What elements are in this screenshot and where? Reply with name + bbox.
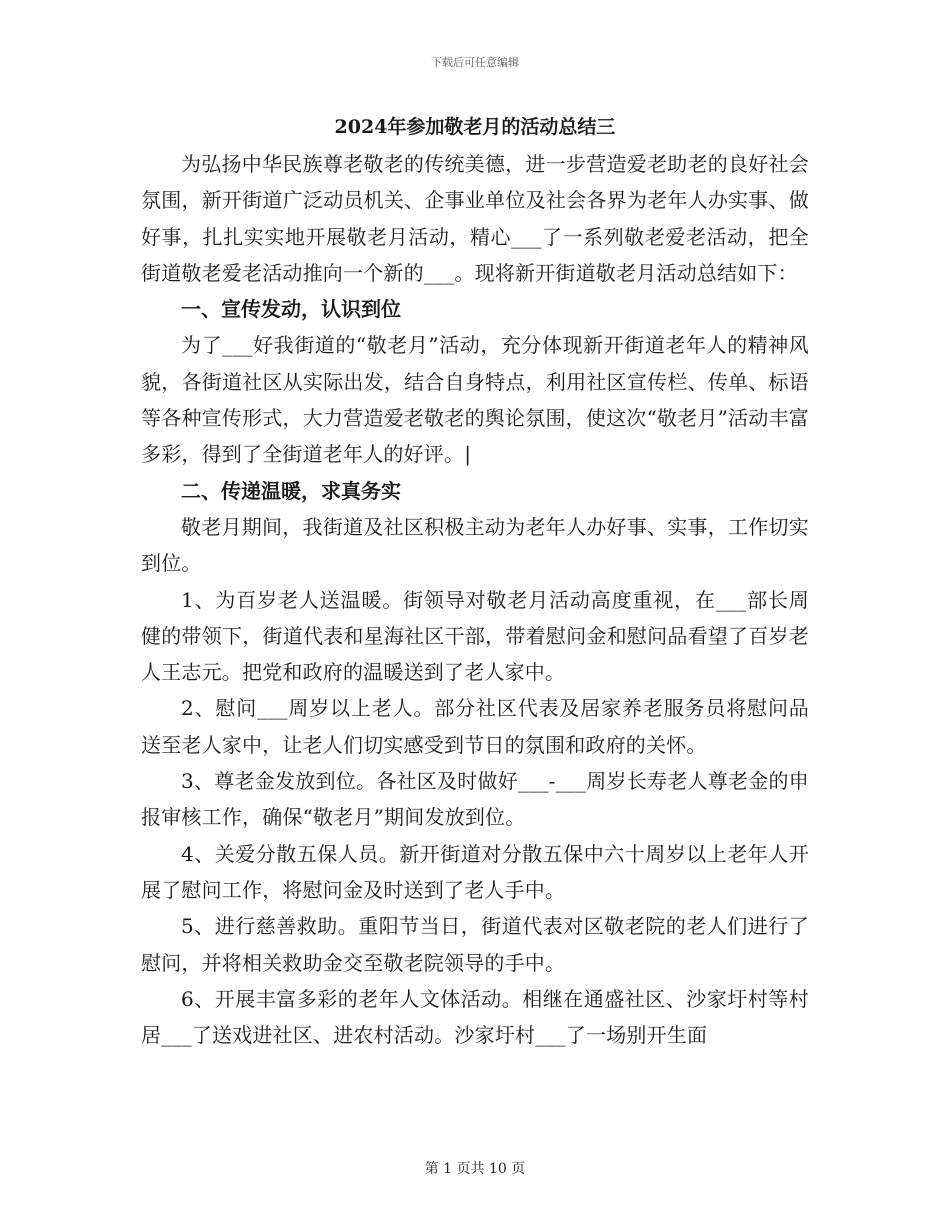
list-item-5: 5、进行慈善救助。重阳节当日，街道代表对区敬老院的老人们进行了慰问，并将相关救助金交至敬老院领导的手中。 bbox=[141, 914, 809, 975]
list-item-2: 2、慰问___周岁以上老人。部分社区代表及居家养老服务员将慰问品送至老人家中，让老人们切实感受到节日的氛围和政府的关怀。 bbox=[141, 696, 809, 757]
section-2-paragraph: 敬老月期间，我街道及社区积极主动为老年人办好事、实事，工作切实到位。 bbox=[141, 514, 809, 576]
section-heading-2: 二、传递温暖，求真务实 bbox=[181, 478, 401, 503]
list-item-6: 6、开展丰富多彩的老年人文体活动。相继在通盛社区、沙家圩村等村居___了送戏进社区、进农村活动。沙家圩村___了一场别开生面 bbox=[141, 986, 809, 1048]
intro-paragraph: 为弘扬中华民族尊老敬老的传统美德，进一步营造爱老助老的良好社会氛围，新开街道广泛动员机关、企事业单位及社会各界为老年人办实事、做好事，扎扎实实地开展敬老月活动，精心___了一系列敬老爱老活动，把全街道敬老爱老活动推向一个新的___。现将新开街道敬老月活动总结如下： bbox=[141, 152, 809, 285]
document-title: 2024年参加敬老月的活动总结三 bbox=[334, 116, 616, 138]
list-item-3: 3、尊老金发放到位。各社区及时做好___-___周岁长寿老人尊老金的申报审核工作，确保“敬老月”期间发放到位。 bbox=[141, 769, 809, 830]
page-number: 第 1 页共 10 页 bbox=[424, 1161, 526, 1177]
list-item-4: 4、关爱分散五保人员。新开街道对分散五保中六十周岁以上老年人开展了慰问工作，将慰问金及时送到了老人手中。 bbox=[141, 841, 809, 902]
list-item-1: 1、为百岁老人送温暖。街领导对敬老月活动高度重视，在___部长周健的带领下，街道代表和星海社区干部，带着慰问金和慰问品看望了百岁老人王志元。把党和政府的温暖送到了老人家中。 bbox=[141, 587, 809, 685]
section-heading-1: 一、宣传发动，认识到位 bbox=[181, 297, 401, 322]
document-body bbox=[141, 112, 809, 1053]
header-note: 下载后可任意编辑 bbox=[431, 56, 519, 69]
section-1-paragraph: 为了___好我街道的“敬老月”活动，充分体现新开街道老年人的精神风貌，各街道社区从实际出发，结合自身特点，利用社区宣传栏、传单、标语等各种宣传形式，大力营造爱老敬老的舆论氛围，使这次“敬老月”活动丰富多彩，得到了全街道老年人的好评。| bbox=[141, 333, 809, 467]
